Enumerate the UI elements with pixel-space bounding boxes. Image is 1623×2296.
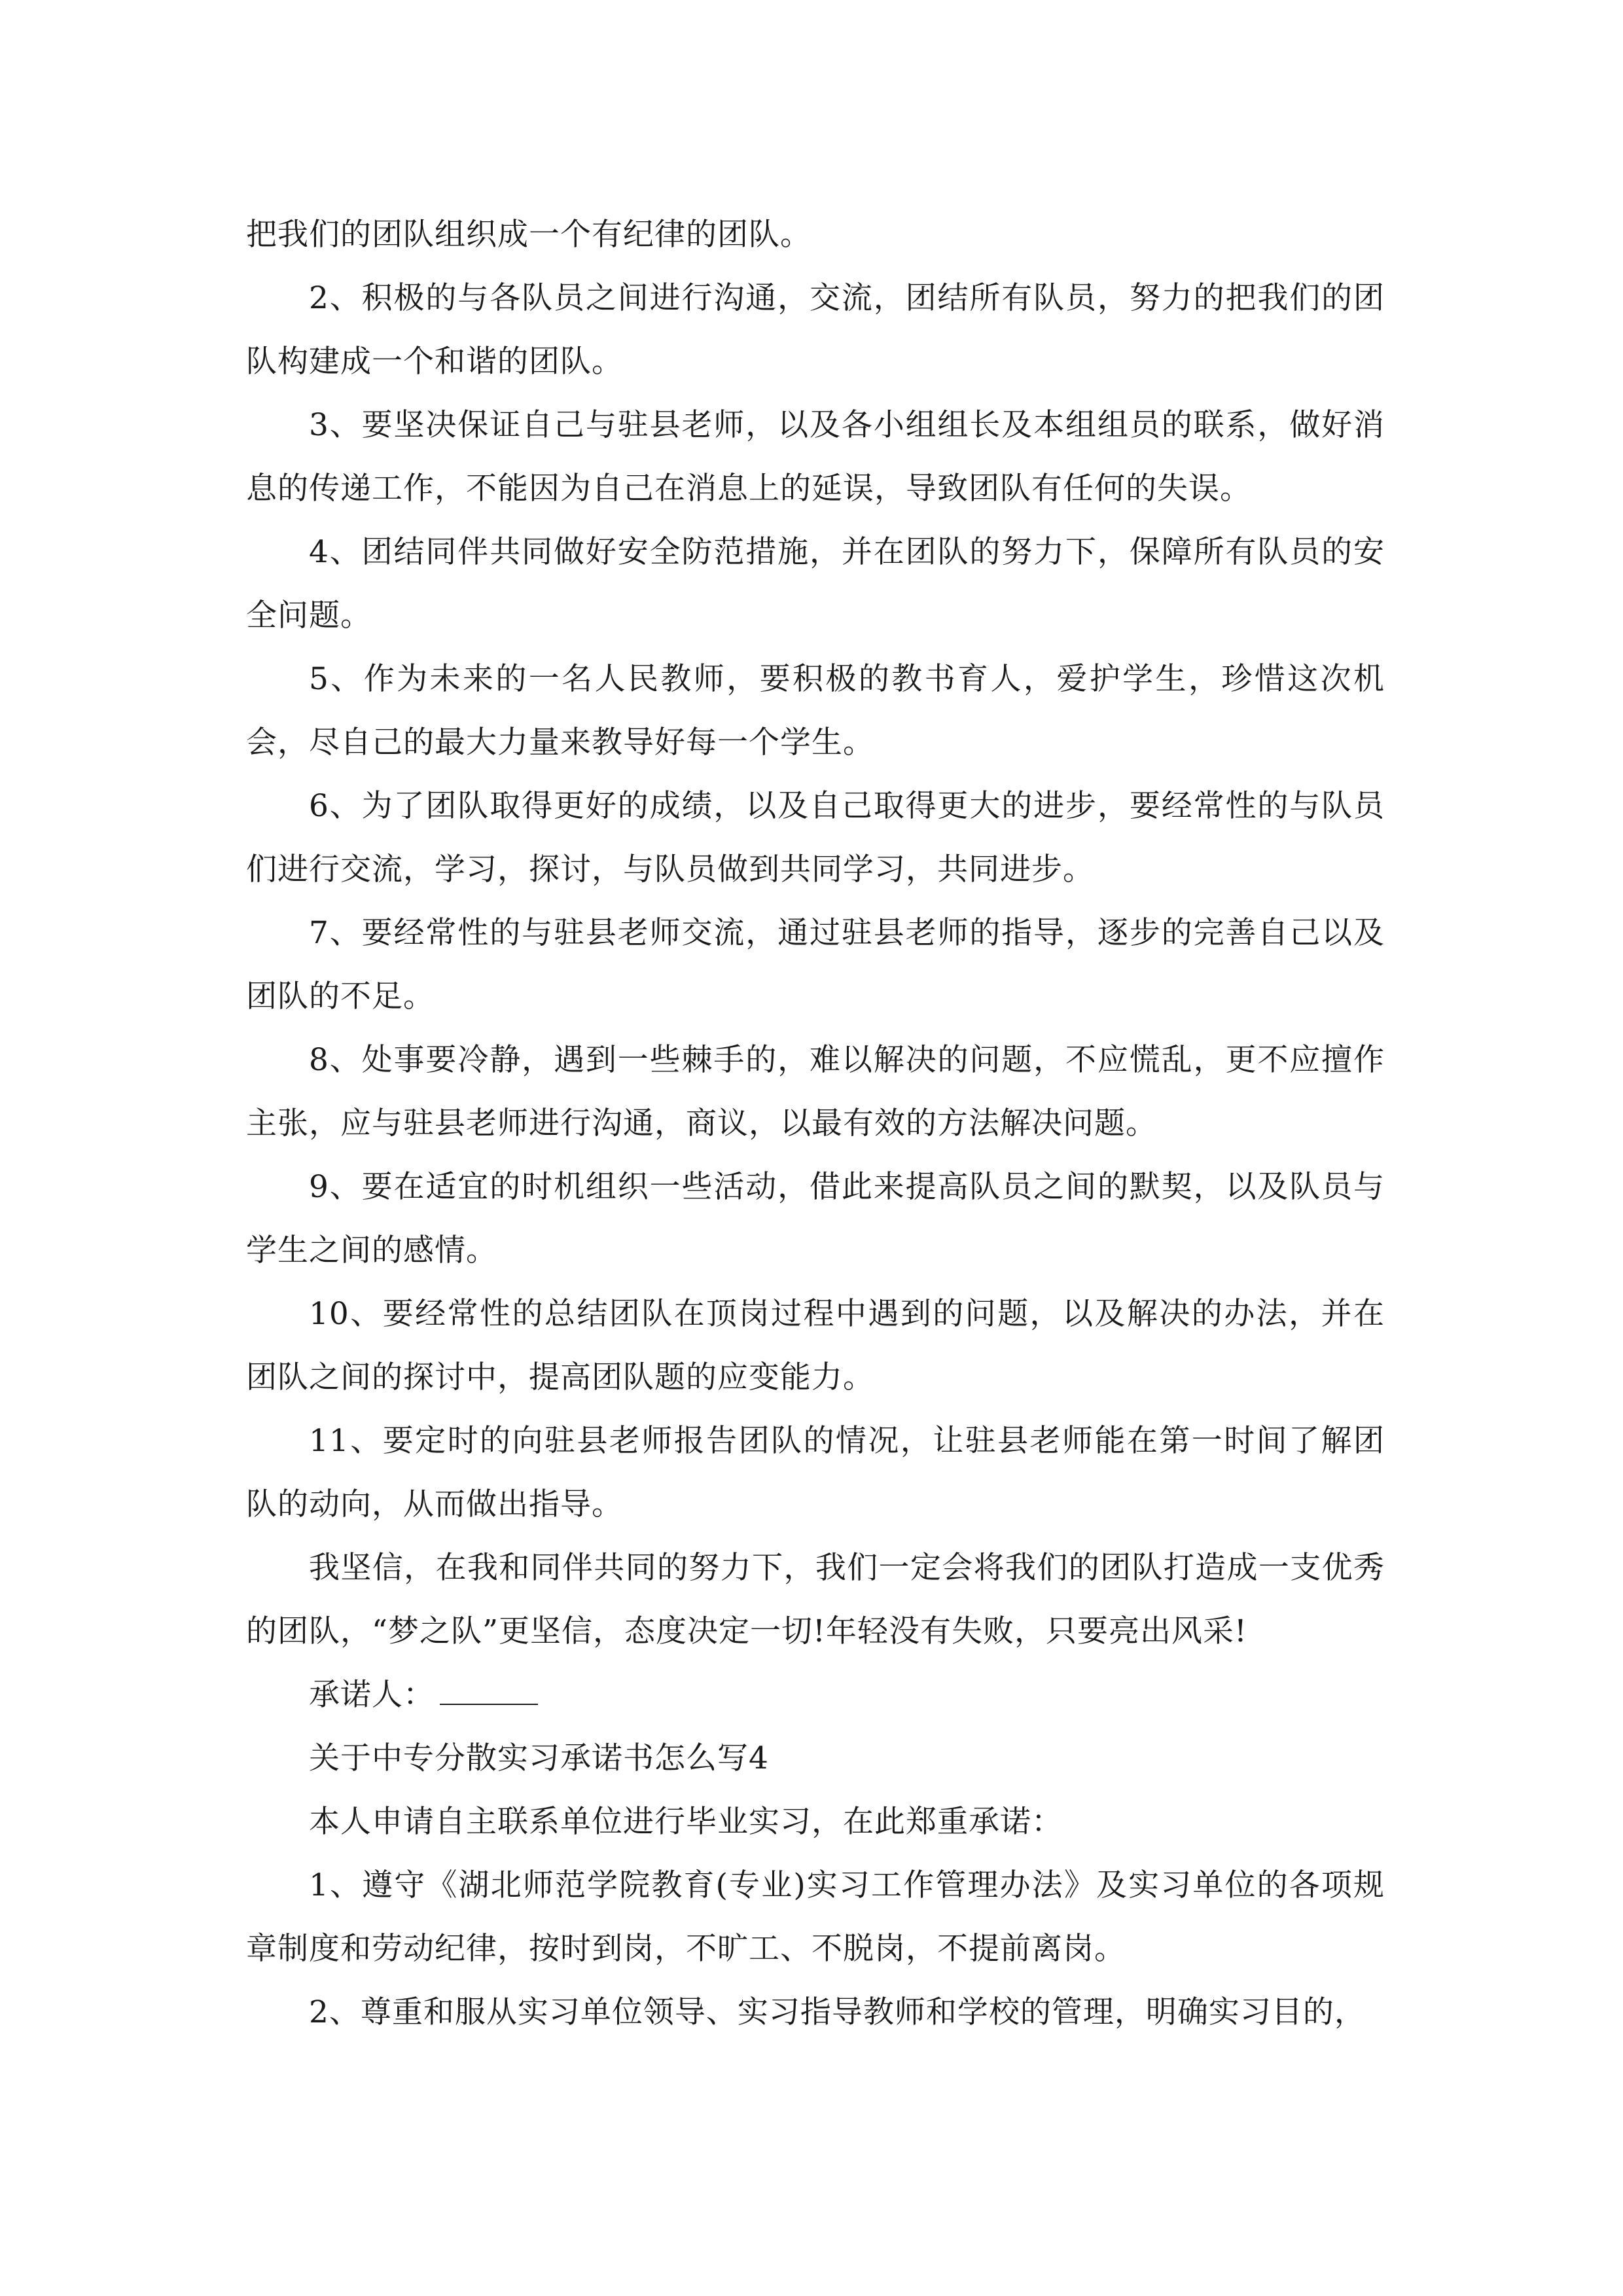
commitment-item-9: 9、要在适宜的时机组织一些活动，借此来提高队员之间的默契，以及队员与学生之间的感情。: [246, 1169, 1385, 1268]
commitment-item-3: 3、要坚决保证自己与驻县老师，以及各小组组长及本组组员的联系，做好消息的传递工作，不能因为自己在消息上的延误，导致团队有任何的失误。: [246, 407, 1385, 507]
section-title: 关于中专分散实习承诺书怎么写4: [309, 1740, 769, 1776]
internship-item-1: 1、遵守《湖北师范学院教育(专业)实习工作管理办法》及实习单位的各项规章制度和劳动纪律，按时到岗，不旷工、不脱岗，不提前离岗。: [246, 1867, 1385, 1967]
commitment-item-5: 5、作为未来的一名人民教师，要积极的教书育人，爱护学生，珍惜这次机会，尽自己的最大力量来教导好每一个学生。: [246, 661, 1385, 761]
signature-blank: [440, 1681, 538, 1705]
paragraph-continuation: 把我们的团队组织成一个有纪律的团队。: [246, 217, 812, 253]
internship-item-2: 2、尊重和服从实习单位领导、实习指导教师和学校的管理，明确实习目的，: [309, 1994, 1366, 2030]
commitment-item-6: 6、为了团队取得更好的成绩，以及自己取得更大的进步，要经常性的与队员们进行交流，学习，探讨，与队员做到共同学习，共同进步。: [246, 788, 1385, 888]
commitment-item-2: 2、积极的与各队员之间进行沟通，交流，团结所有队员，努力的把我们的团队构建成一个和谐的团队。: [246, 280, 1385, 380]
commitment-item-11: 11、要定时的向驻县老师报告团队的情况，让驻县老师能在第一时间了解团队的动向，从而做出指导。: [246, 1423, 1385, 1522]
commitment-item-4: 4、团结同伴共同做好安全防范措施，并在团队的努力下，保障所有队员的安全问题。: [246, 534, 1385, 634]
commitment-item-8: 8、处事要冷静，遇到一些棘手的，难以解决的问题，不应慌乱，更不应擅作主张，应与驻县老师进行沟通，商议，以最有效的方法解决问题。: [246, 1042, 1385, 1141]
document-body: [246, 203, 1385, 2044]
signature-label: 承诺人：: [309, 1677, 435, 1713]
closing-statement: 我坚信，在我和同伴共同的努力下，我们一定会将我们的团队打造成一支优秀的团队，“梦之队”更坚信，态度决定一切!年轻没有失败，只要亮出风采!: [246, 1550, 1385, 1649]
commitment-item-10: 10、要经常性的总结团队在顶岗过程中遇到的问题，以及解决的办法，并在团队之间的探讨中，提高团队题的应变能力。: [246, 1296, 1385, 1395]
commitment-item-7: 7、要经常性的与驻县老师交流，通过驻县老师的指导，逐步的完善自己以及团队的不足。: [246, 915, 1385, 1014]
signature-line: [246, 1663, 1385, 1727]
application-statement: 本人申请自主联系单位进行毕业实习，在此郑重承诺：: [309, 1804, 1063, 1840]
